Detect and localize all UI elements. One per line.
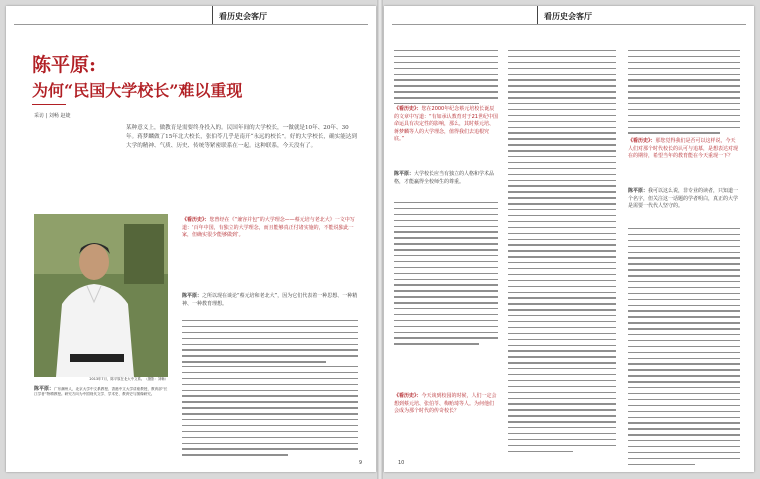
question-label: 《看历史》： <box>182 217 210 223</box>
body-text-block <box>628 228 740 470</box>
answer-label: 陈平原： <box>182 293 203 299</box>
right-page <box>384 6 754 472</box>
portrait-illustration <box>34 214 168 377</box>
question-label: 《看历史》： <box>394 106 422 112</box>
page-number: 10 <box>398 460 405 466</box>
question-1 <box>182 217 358 240</box>
question-3 <box>394 393 498 416</box>
question-text: 您在2000年纪念蔡元培校长诞辰的文章中写道：“有如承认教育对于21世纪中国命运具有决定性的影响，那么，其时蔡元培、蒋梦麟等人的大学理念，值得我们去追根究底。” <box>394 106 498 143</box>
article-intro: 某种意义上，做教育是需要终身投入的。民国年间的大学校长，一做就是10年、20年、30年。蒋梦麟做了15年北大校长，张伯苓几乎是南开“永远的校长”。好的大学校长，确实能达到大学的精神、气质、历史、传统等紧密联系在一起。这种联系，今天没有了。 <box>126 125 357 149</box>
question-text: 您曾经在《“兼容并包”的大学理念——蔡元培与老北大》一文中写道：‘百年中国，有独立的大学理念，而且能够真正付诸实施的，不能说独此一家，但确实很少能够做到’。 <box>182 217 355 239</box>
question-text: 那您觉得我们是否可以这样说，今天人们对那个时代校长的认可与追慕，是想表达对现在的期待，希望当年的教育能在今天重现一下？ <box>628 138 739 160</box>
author-bio <box>34 387 168 397</box>
section-label: 看历史会客厅 <box>219 12 267 21</box>
left-page <box>6 6 376 472</box>
bio-text: 广东潮州人，北京大学中文系教授、香港中文大学讲座教授，教育部“长江学者”特聘教授。研究方向为中国现代文学、学术史、教育史与图像研究。 <box>34 387 168 396</box>
question-2 <box>394 106 498 144</box>
photo-caption: 2013年7月，陈平原在北大中文系。（摄影：刘畅） <box>89 377 168 381</box>
body-text-block <box>394 202 498 349</box>
page-number: 9 <box>358 460 362 466</box>
answer-1 <box>182 293 358 308</box>
article-title: 为何“民国大学校长”难以重现 <box>32 81 243 100</box>
answer-label: 陈平原： <box>394 171 415 177</box>
portrait-photo <box>34 214 168 377</box>
answer-text: 之所以现在谈论“蔡元培和老北大”，因为它们代表着一种思想、一种精神、一种教育理想。 <box>182 293 358 307</box>
body-text-block <box>394 50 498 109</box>
answer-text: 大学校长应当有独立的人格和学术品格，才能赢得全校师生的尊重。 <box>394 171 495 185</box>
question-text: 今天谈到校园的时候，人们一定会想到蔡元培、张伯苓、梅贻琦等人。为何他们会成为那个时代的传奇校长？ <box>394 393 497 415</box>
bio-name: 陈平原： <box>34 386 55 392</box>
body-text-block <box>628 50 740 138</box>
answer-3 <box>628 188 740 211</box>
question-label: 《看历史》： <box>394 393 422 399</box>
question-4 <box>628 138 740 161</box>
answer-label: 陈平原： <box>628 188 649 194</box>
byline: 采访 | 刘畅 赵婕 <box>34 113 71 119</box>
body-text-block <box>508 50 616 456</box>
question-label: 《看历史》： <box>628 138 656 144</box>
section-label: 看历史会客厅 <box>544 12 592 21</box>
body-text-block <box>182 366 358 460</box>
answer-text: 我可以这么说，非专业的读者，只知道一个名字，但关注这一话题的学者明白，真正的大学是需要一代代人坚守的。 <box>628 188 739 210</box>
running-header <box>14 10 368 25</box>
answer-2 <box>394 171 498 186</box>
body-text-block <box>182 320 358 367</box>
running-header <box>392 10 746 25</box>
article-title-name: 陈平原: <box>32 54 97 76</box>
book-gutter <box>377 0 383 479</box>
